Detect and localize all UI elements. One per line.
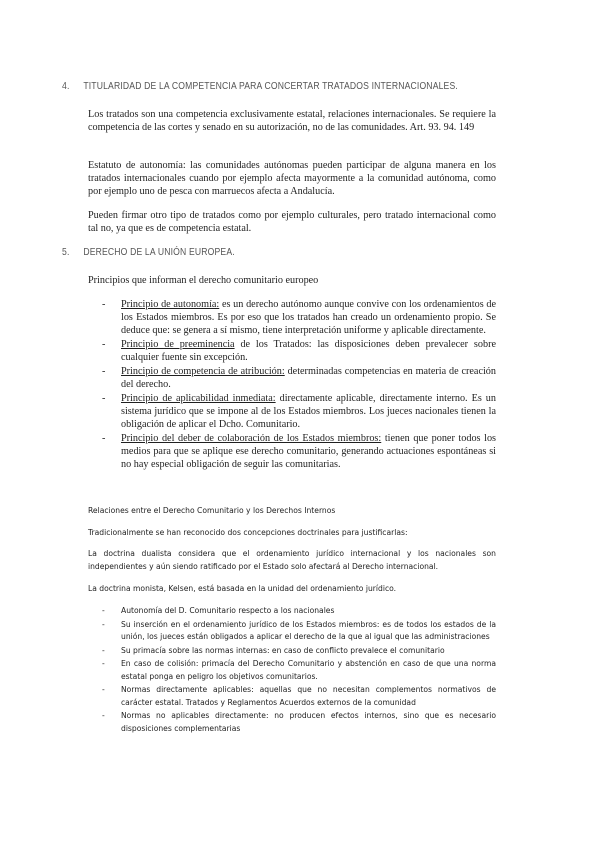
- list-bullet: -: [102, 433, 106, 444]
- dualist-paragraph: La doctrina dualista considera que el ordenamiento jurídico internacional y los nacionales son independientes y aún siendo ratificado por el Estado solo afectará al Derecho internacional.: [88, 549, 496, 571]
- list-item-text: Su primacía sobre las normas internas: en caso de conflicto prevalece el comunitario: [121, 645, 445, 655]
- list-bullet: -: [102, 299, 106, 310]
- section-4-paragraph-2: Estatuto de autonomía: las comunidades autónomas pueden participar de alguna manera en los tratados internacionales cuando por ejemplo afecta mayormente a la comunidad autónoma, como por ejemplo uno de pesca con marruecos afecta a Andalucía.: [88, 160, 496, 197]
- principles-list: [102, 298, 496, 472]
- section-5-intro: Principios que informan el derecho comunitario europeo: [88, 275, 319, 286]
- principle-text: es un derecho autónomo aunque convive con los ordenamientos de los Estados miembros. Es por eso que los tratados han creado un ordenamiento propio. Se deduce que: se genera a sí mismo, tiene interpretación uniforme y aplicable directamente.: [121, 299, 496, 336]
- subheading-relations: Relaciones entre el Derecho Comunitario y los Derechos Internos: [88, 506, 336, 515]
- list-bullet: -: [102, 606, 105, 615]
- principle-text: determinadas competencias en materia de creación del derecho.: [121, 366, 496, 390]
- list-item: [102, 684, 496, 709]
- list-bullet: -: [102, 685, 105, 694]
- monist-paragraph: La doctrina monista, Kelsen, está basada en la unidad del ordenamiento jurídico.: [88, 584, 397, 593]
- principle-term: Principio de autonomía:: [121, 299, 220, 310]
- list-bullet: -: [102, 645, 105, 655]
- monist-points-list: [102, 605, 496, 736]
- list-item: [102, 298, 496, 337]
- principle-term: Principio de aplicabilidad inmediata:: [121, 393, 276, 404]
- list-item: [102, 365, 496, 391]
- section-4-title: TITULARIDAD DE LA COMPETENCIA PARA CONCERTAR TRATADOS INTERNACIONALES.: [83, 80, 458, 92]
- principle-text: tienen que poner todos los medios para que se aplique ese derecho comunitario, generando actuaciones espontáneas si no hay especial obligación de seguir las comunitarias.: [121, 433, 497, 470]
- principle-text: directamente aplicable, directamente interno. Es un sistema jurídico que se impone al de los Estados miembros. Los jueces nacionales tienen la obligación de aplicar el Dcho. Comunitario.: [121, 393, 496, 430]
- list-bullet: -: [102, 366, 106, 377]
- list-item-text: En caso de colisión: primacía del Derecho Comunitario y abstención en caso de que una norma estatal ponga en peligro los objetivos comunitarios.: [121, 659, 496, 681]
- list-item-text: Autonomía del D. Comunitario respecto a los nacionales: [121, 606, 335, 615]
- section-5-heading: [62, 246, 235, 258]
- list-bullet: -: [102, 711, 105, 720]
- list-item: [102, 710, 496, 735]
- principle-term: Principio de competencia de atribución:: [121, 366, 285, 377]
- list-bullet: -: [102, 339, 106, 350]
- list-item: [102, 338, 496, 364]
- list-item: [102, 605, 496, 618]
- list-item: [102, 392, 496, 431]
- list-item: [102, 619, 496, 644]
- list-item-text: Normas no aplicables directamente: no producen efectos internos, sino que es necesario disposiciones complementarias: [121, 711, 496, 733]
- list-item-text: Normas directamente aplicables: aquellas que no necesitan complementos normativos de carácter estatal. Tratados y Reglamentos Acuerdos externos de la comunidad: [121, 685, 496, 707]
- list-item: [102, 658, 496, 683]
- section-5-number: 5.: [62, 246, 70, 258]
- list-bullet: -: [102, 393, 106, 404]
- section-5-title: DERECHO DE LA UNIÓN EUROPEA.: [83, 246, 235, 258]
- list-item-text: Su inserción en el ordenamiento jurídico de los Estados miembros: es de todos los estados de la unión, los jueces están obligados a aplicar el derecho de la que al igual que las administraciones: [121, 619, 496, 641]
- list-bullet: -: [102, 619, 105, 629]
- section-4-number: 4.: [62, 80, 70, 92]
- section-4-heading: [62, 80, 458, 92]
- principle-term: Principio del deber de colaboración de los Estados miembros:: [121, 433, 382, 444]
- subheading-doctrines: Tradicionalmente se han reconocido dos concepciones doctrinales para justificarlas:: [88, 528, 408, 537]
- section-4-paragraph-3: Pueden firmar otro tipo de tratados como por ejemplo culturales, pero tratado internacional como tal no, ya que es de competencia estatal.: [88, 210, 496, 234]
- section-4-paragraph-1: Los tratados son una competencia exclusivamente estatal, relaciones internacionales. Se requiere la competencia de las cortes y senado en su autorización, no de las comunidades. Art. 93. 94. 149: [88, 109, 496, 133]
- list-item: [102, 432, 496, 471]
- list-item: [102, 645, 496, 658]
- principle-term: Principio de preeminencia: [121, 339, 235, 350]
- principle-text: de los Tratados: las disposiciones deben prevalecer sobre cualquier fuente sin excepción.: [121, 339, 496, 363]
- list-bullet: -: [102, 659, 105, 668]
